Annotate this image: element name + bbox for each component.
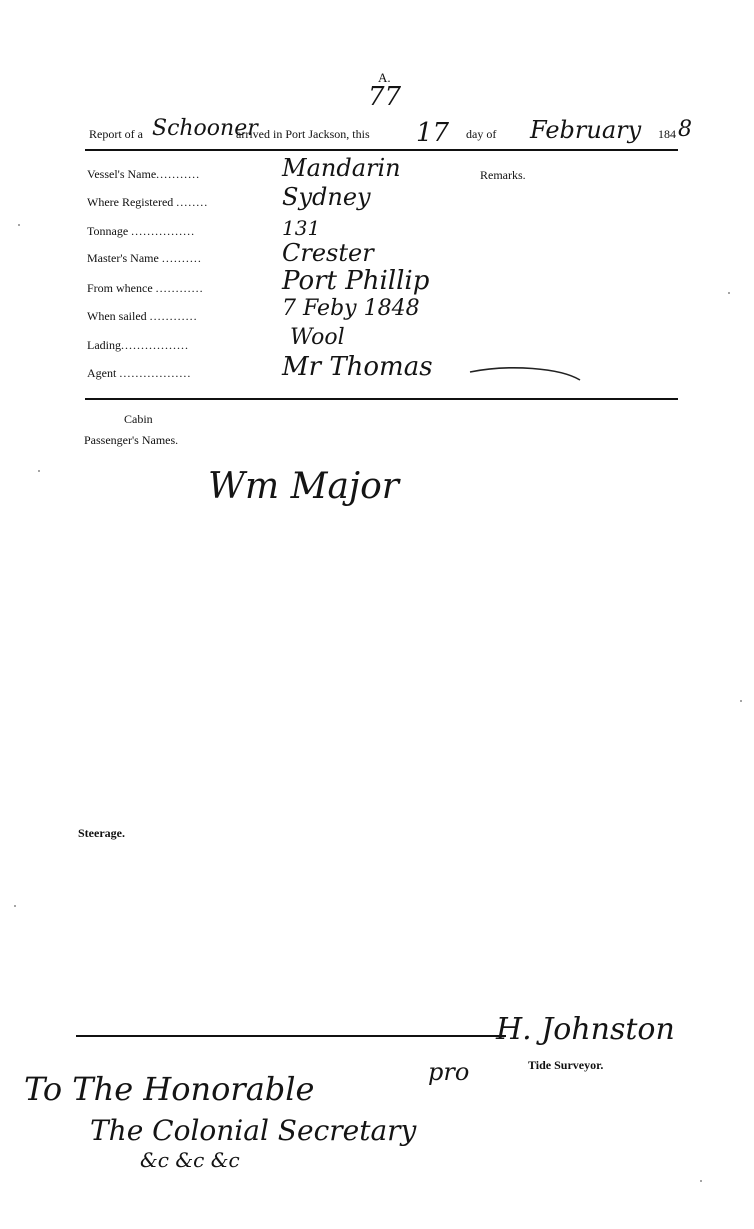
signature-rule — [76, 1035, 506, 1037]
address-line-3: &c &c &c — [140, 1148, 240, 1172]
vessel-type: Schooner — [152, 116, 258, 141]
speck — [700, 1180, 702, 1182]
year-suffix: 8 — [678, 117, 692, 142]
header-rule — [85, 149, 678, 151]
arrived-text: arrived in Port Jackson, this — [236, 127, 370, 141]
from-whence-value: Port Phillip — [282, 266, 430, 296]
address-line-1: To The Honorable — [24, 1070, 315, 1108]
field-row-from-whence: From whence ............ — [87, 281, 204, 295]
remarks-label: Remarks. — [480, 168, 526, 182]
signature-pro: pro — [428, 1058, 470, 1086]
field-row-vessel-name: Vessel's Name........... — [87, 167, 201, 181]
steerage-label: Steerage. — [78, 826, 125, 840]
speck — [728, 292, 730, 294]
speck — [740, 700, 742, 702]
report-prefix: Report of a — [89, 127, 143, 141]
cabin-passenger-name: Wm Major — [208, 466, 399, 507]
form-letter: A. — [378, 70, 391, 85]
where-registered-value: Sydney — [282, 183, 371, 211]
field-row-agent: Agent .................. — [87, 366, 192, 380]
tonnage-value: 131 — [282, 216, 321, 240]
speck — [14, 905, 16, 907]
cabin-label: Cabin — [124, 412, 153, 426]
month: February — [530, 116, 642, 144]
day-number: 17 — [416, 118, 450, 148]
when-sailed-value: 7 Feby 1848 — [282, 296, 420, 321]
speck — [18, 224, 20, 226]
field-row-where-registered: Where Registered ........ — [87, 195, 209, 209]
field-row-tonnage: Tonnage ................ — [87, 224, 196, 238]
lading-value: Wool — [290, 325, 345, 350]
year-prefix: 184 — [658, 127, 676, 141]
address-line-2: The Colonial Secretary — [90, 1114, 417, 1147]
form-number: 77 — [368, 82, 402, 112]
signature-name: H. Johnston — [496, 1012, 675, 1047]
masters-name-value: Crester — [282, 239, 374, 267]
vessel-name-value: Mandarin — [282, 154, 401, 182]
passenger-names-label: Passenger's Names. — [84, 433, 179, 447]
agent-value: Mr Thomas — [282, 352, 433, 382]
field-row-masters-name: Master's Name .......... — [87, 251, 202, 265]
field-row-when-sailed: When sailed ............ — [87, 309, 198, 323]
speck — [38, 470, 40, 472]
day-of-text: day of — [466, 127, 497, 141]
field-row-lading: Lading................. — [87, 338, 189, 352]
fields-bottom-rule — [85, 398, 678, 400]
tide-surveyor-title: Tide Surveyor. — [528, 1058, 604, 1072]
